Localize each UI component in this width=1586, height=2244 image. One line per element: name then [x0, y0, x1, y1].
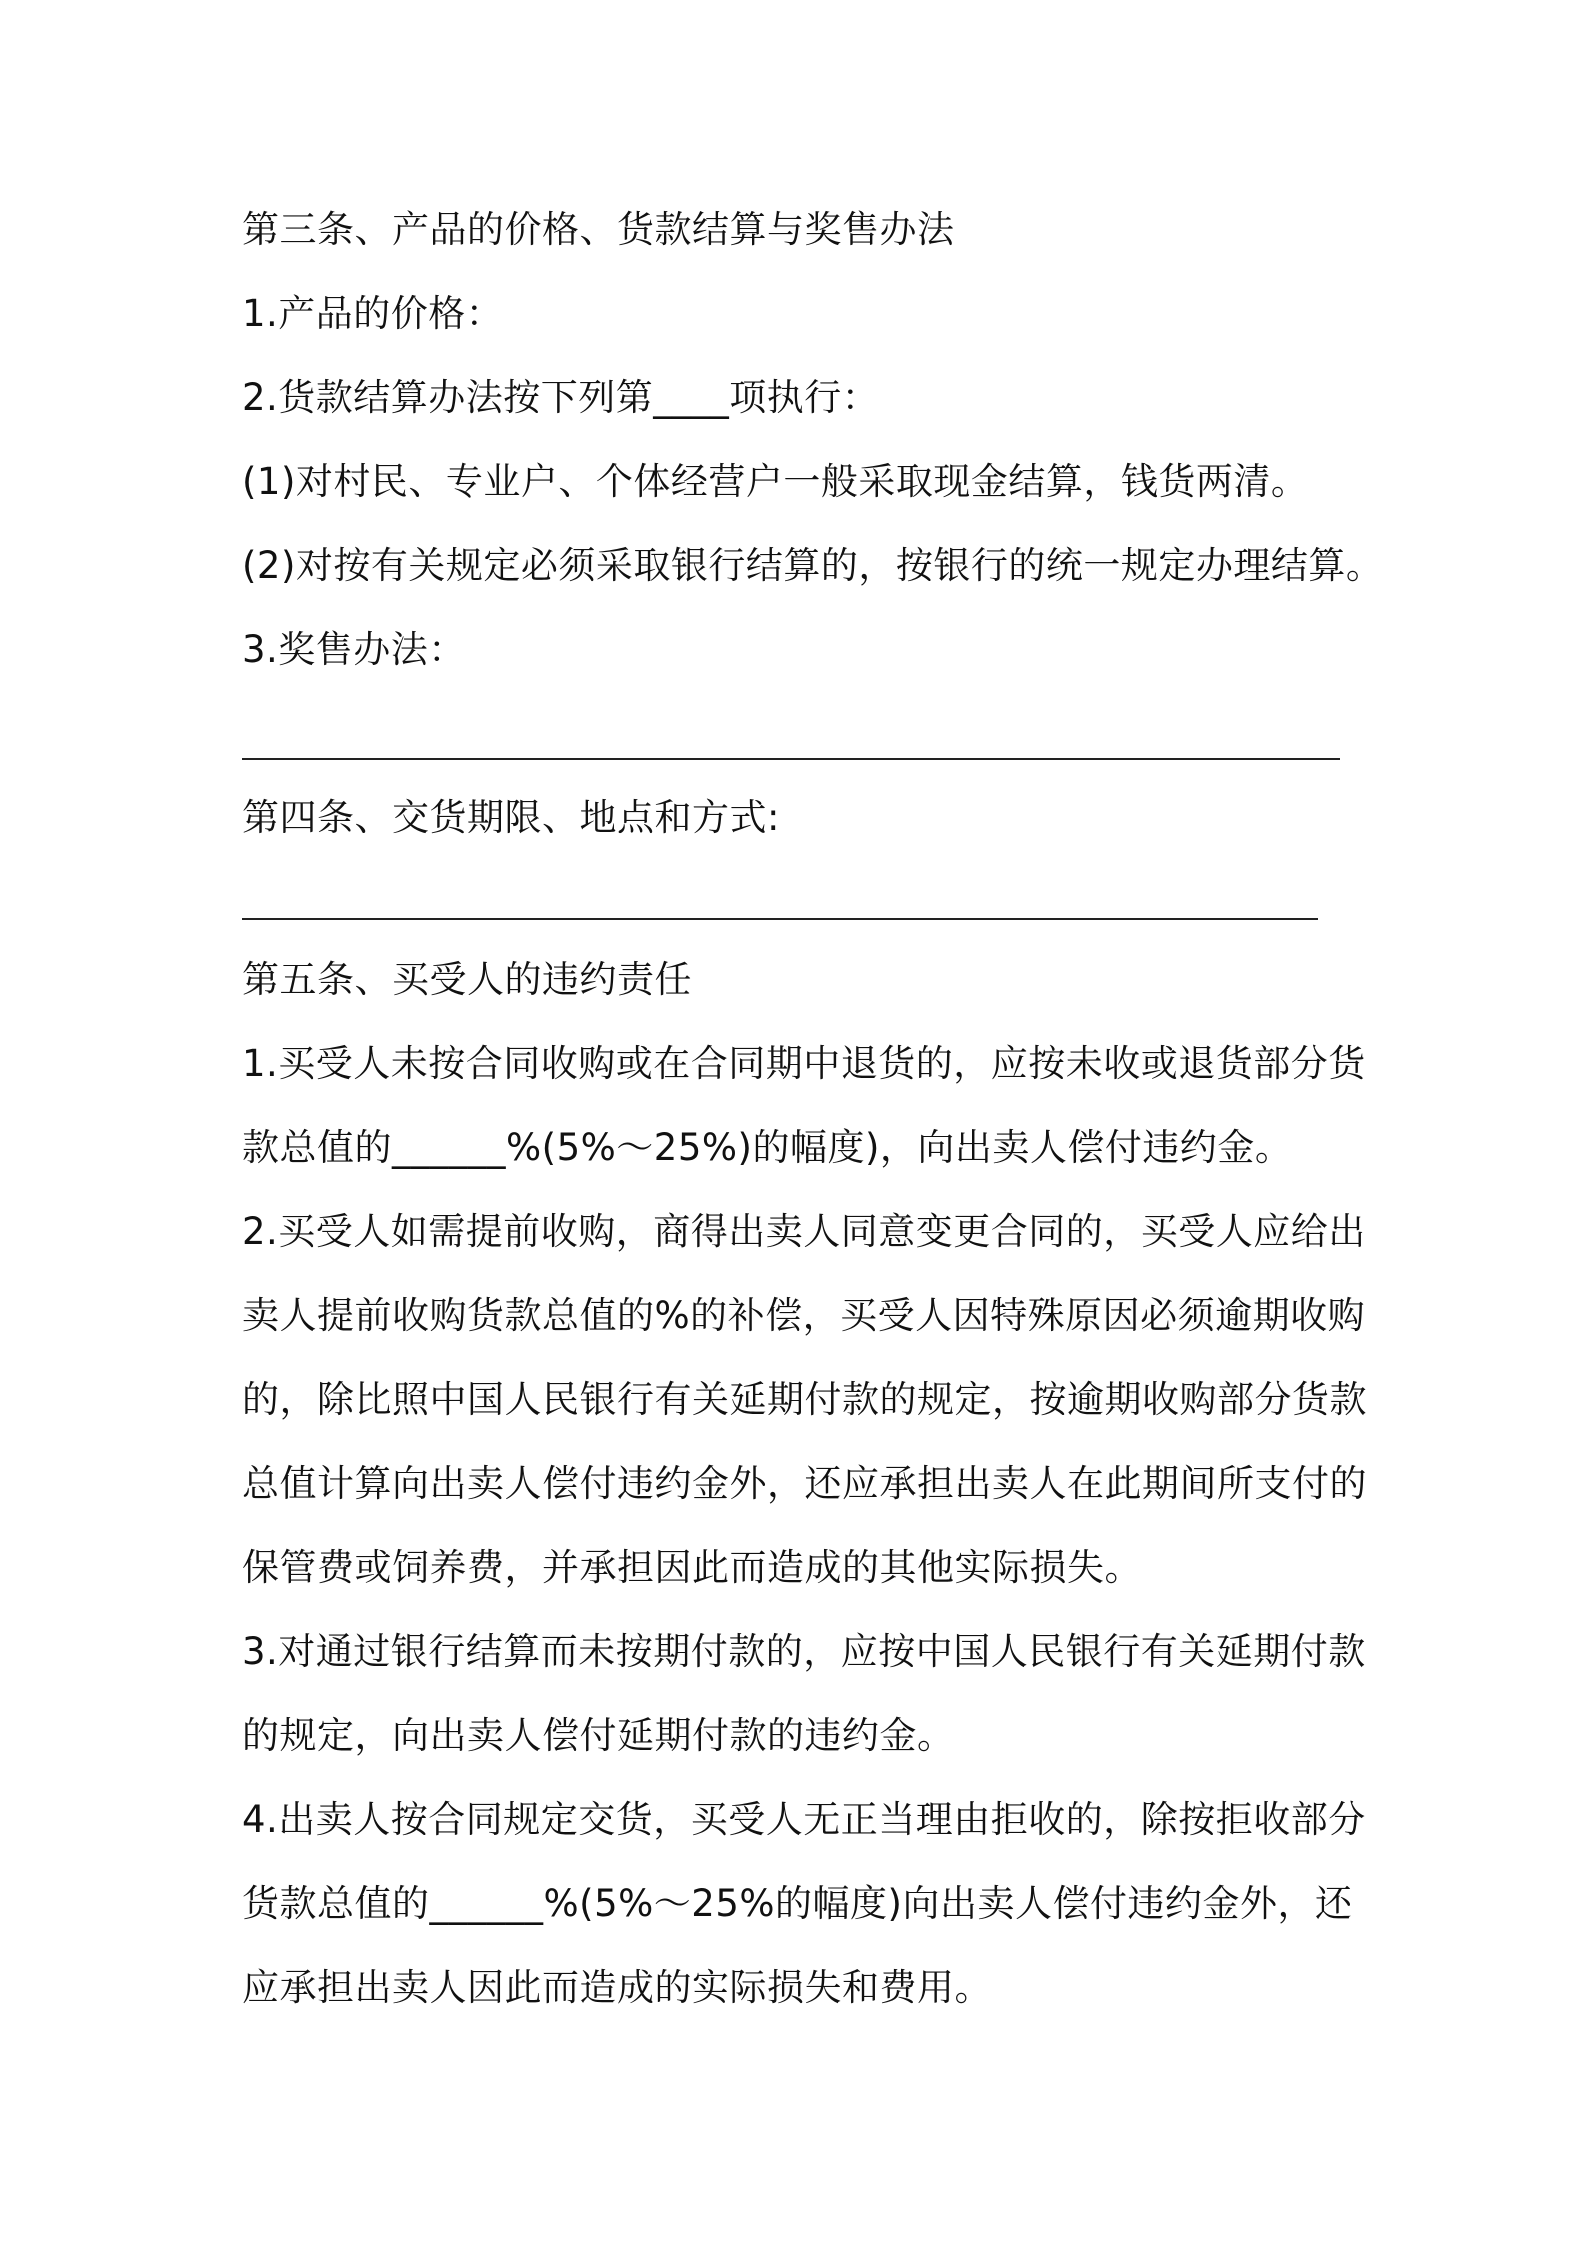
clause-5-4-line-1: 4.出卖人按合同规定交货，买受人无正当理由拒收的，除按拒收部分 — [242, 1798, 1366, 1841]
clause-5-2-line-2: 卖人提前收购货款总值的%的补偿，买受人因特殊原因必须逾期收购 — [242, 1294, 1366, 1337]
article-3-heading: 第三条、产品的价格、货款结算与奖售办法 — [242, 208, 955, 251]
article-5-heading: 第五条、买受人的违约责任 — [242, 958, 692, 1001]
clause-5-1-line-1: 1.买受人未按合同收购或在合同期中退货的，应按未收或退货部分货 — [242, 1042, 1366, 1085]
clause-5-2-line-5: 保管费或饲养费，并承担因此而造成的其他实际损失。 — [242, 1546, 1142, 1589]
clause-3-2: 2.货款结算办法按下列第____项执行： — [242, 376, 880, 419]
clause-5-2-line-1: 2.买受人如需提前收购，商得出卖人同意变更合同的，买受人应给出 — [242, 1210, 1366, 1253]
clause-3-1: 1.产品的价格： — [242, 292, 504, 335]
clause-3-2-2: (2)对按有关规定必须采取银行结算的，按银行的统一规定办理结算。 — [242, 544, 1384, 587]
blank-fill-line — [242, 918, 1318, 920]
clause-5-4-line-3: 应承担出卖人因此而造成的实际损失和费用。 — [242, 1966, 992, 2009]
clause-5-3-line-1: 3.对通过银行结算而未按期付款的，应按中国人民银行有关延期付款 — [242, 1630, 1366, 1673]
blank-fill-line — [242, 758, 1340, 760]
clause-5-4-line-2: 货款总值的______%(5%～25%的幅度)向出卖人偿付违约金外，还 — [242, 1882, 1353, 1925]
clause-3-3: 3.奖售办法： — [242, 628, 466, 671]
article-4-heading: 第四条、交货期限、地点和方式: — [242, 796, 780, 839]
clause-5-1-line-2: 款总值的______%(5%～25%)的幅度)，向出卖人偿付违约金。 — [242, 1126, 1293, 1169]
clause-5-2-line-3: 的，除比照中国人民银行有关延期付款的规定，按逾期收购部分货款 — [242, 1378, 1367, 1421]
clause-3-2-1: (1)对村民、专业户、个体经营户一般采取现金结算，钱货两清。 — [242, 460, 1309, 503]
clause-5-3-line-2: 的规定，向出卖人偿付延期付款的违约金。 — [242, 1714, 955, 1757]
clause-5-2-line-4: 总值计算向出卖人偿付违约金外，还应承担出卖人在此期间所支付的 — [242, 1462, 1367, 1505]
